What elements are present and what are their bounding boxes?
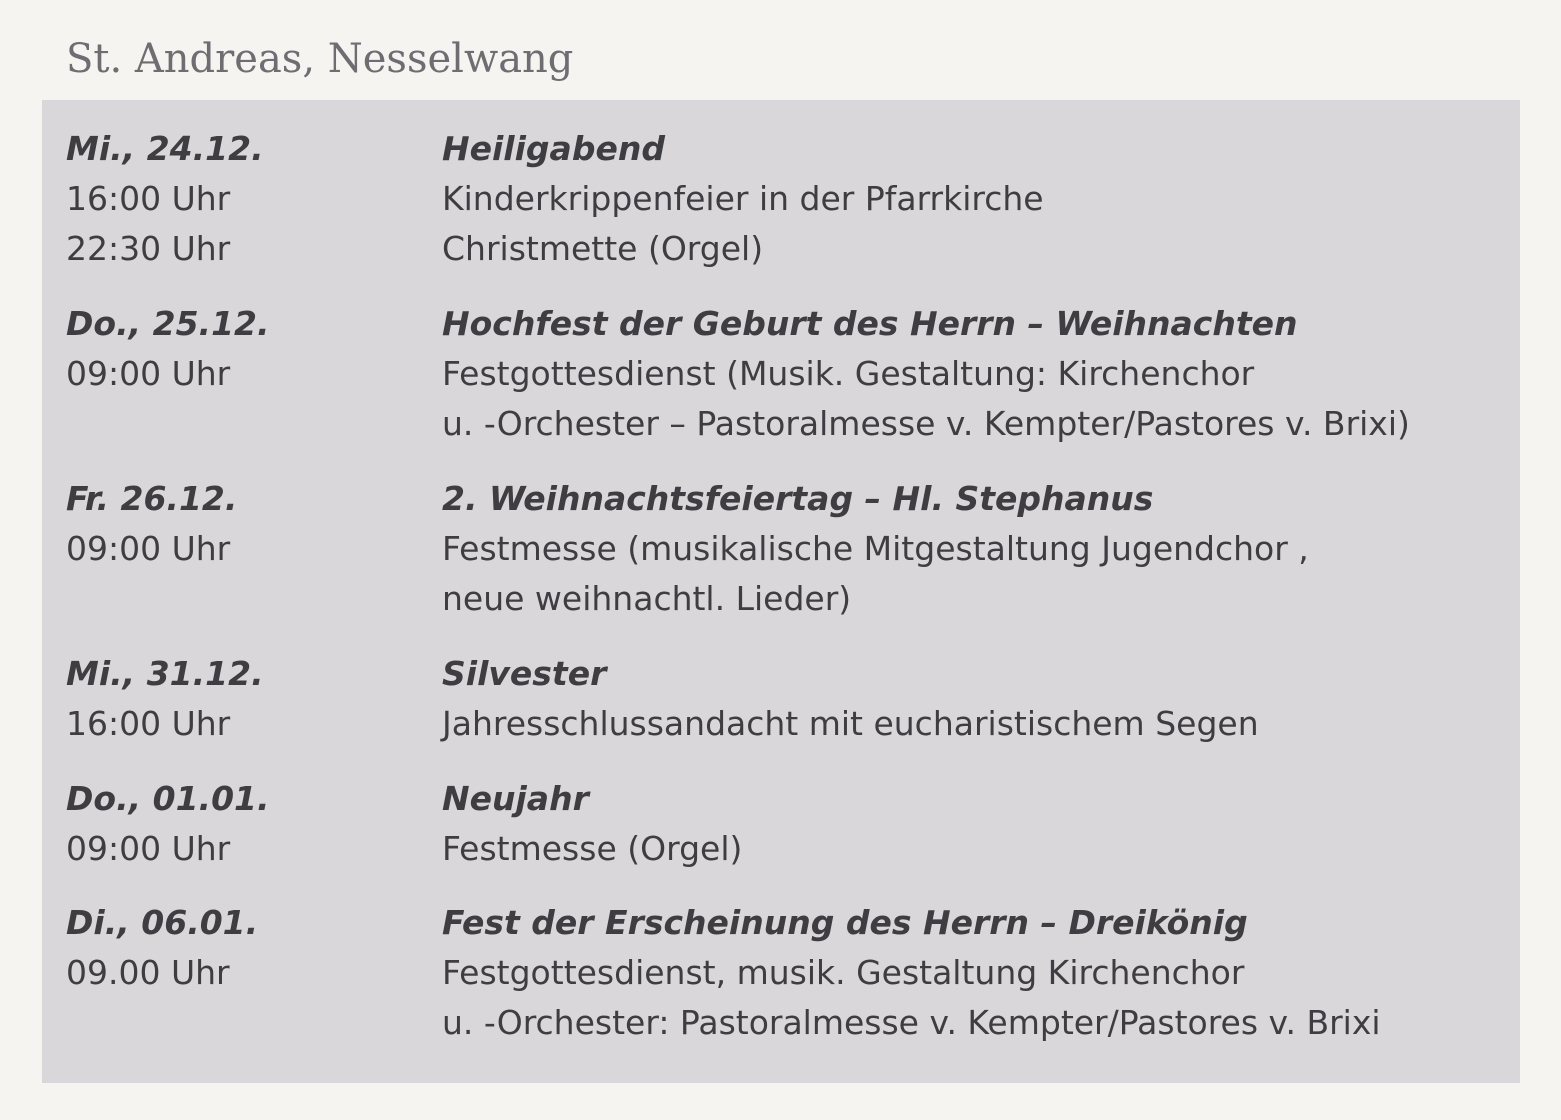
entry-time: 09:00 Uhr <box>66 529 231 568</box>
entry-time: 16:00 Uhr <box>66 704 231 743</box>
entry-description: Festgottesdienst, musik. Gestaltung Kirchenchor <box>442 953 1245 992</box>
schedule-entry-2 <box>42 474 1520 624</box>
entry-date: Do., 25.12. <box>66 304 270 343</box>
schedule-entry-4 <box>42 774 1520 874</box>
entry-description: u. -Orchester – Pastoralmesse v. Kempter/Pastores v. Brixi) <box>442 404 1410 443</box>
entry-time: 09.00 Uhr <box>66 953 230 992</box>
entry-time: 09:00 Uhr <box>66 829 231 868</box>
entry-description: Festmesse (Orgel) <box>442 829 743 868</box>
entry-date: Mi., 31.12. <box>66 654 264 693</box>
entry-description: Christmette (Orgel) <box>442 229 764 268</box>
entry-heading: Hochfest der Geburt des Herrn – Weihnachten <box>442 304 1298 343</box>
entry-heading: Silvester <box>442 654 607 693</box>
entry-time: 09:00 Uhr <box>66 354 231 393</box>
schedule-entry-1 <box>42 299 1520 449</box>
entry-date: Do., 01.01. <box>66 779 270 818</box>
entry-time: 16:00 Uhr <box>66 179 231 218</box>
entry-description: neue weihnachtl. Lieder) <box>442 579 852 618</box>
entry-description: Festmesse (musikalische Mitgestaltung Jugendchor , <box>442 529 1309 568</box>
page-title: St. Andreas, Nesselwang <box>66 36 574 82</box>
entry-description: u. -Orchester: Pastoralmesse v. Kempter/Pastores v. Brixi <box>442 1003 1381 1042</box>
schedule-entry-0 <box>42 124 1520 274</box>
schedule-box <box>42 100 1520 1083</box>
schedule-entry-3 <box>42 649 1520 749</box>
entry-heading: 2. Weihnachtsfeiertag – Hl. Stephanus <box>442 479 1154 518</box>
entry-time: 22:30 Uhr <box>66 229 231 268</box>
entry-date: Fr. 26.12. <box>66 479 238 518</box>
entry-heading: Heiligabend <box>442 129 665 168</box>
entry-heading: Neujahr <box>442 779 589 818</box>
entry-heading: Fest der Erscheinung des Herrn – Dreikönig <box>442 903 1248 942</box>
entry-description: Jahresschlussandacht mit eucharistischem Segen <box>442 704 1259 743</box>
entry-description: Kinderkrippenfeier in der Pfarrkirche <box>442 179 1044 218</box>
entry-description: Festgottesdienst (Musik. Gestaltung: Kirchenchor <box>442 354 1255 393</box>
entry-date: Di., 06.01. <box>66 903 259 942</box>
entry-date: Mi., 24.12. <box>66 129 264 168</box>
schedule-entry-5 <box>42 898 1520 1048</box>
